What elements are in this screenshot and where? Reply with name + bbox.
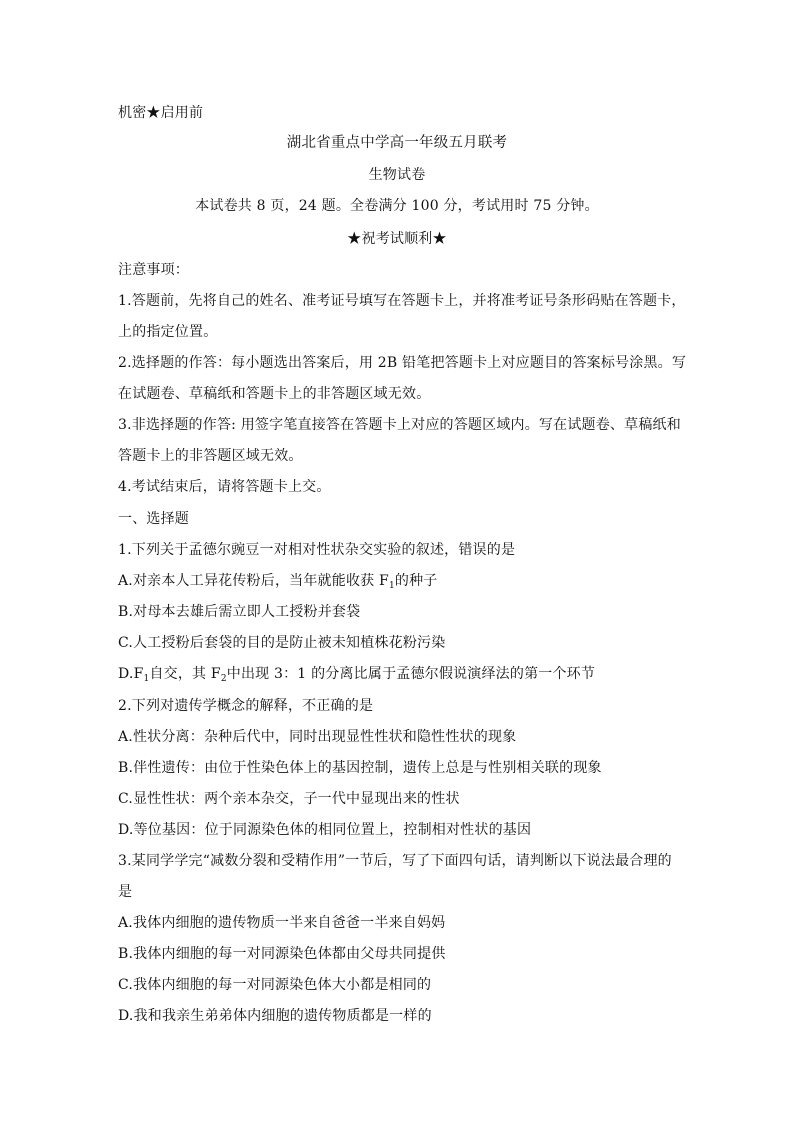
exam-wish: ★祝考试顺利★ bbox=[347, 231, 447, 247]
q3-option-b: B.我体内细胞的每一对同源染色体都由父母共同提供 bbox=[118, 946, 446, 962]
q2-option-a: A.性状分离：杂种后代中，同时出现显性性状和隐性性状的现象 bbox=[118, 729, 517, 745]
q3-option-a: A.我体内细胞的遗传物质一半来自爸爸一半来自妈妈 bbox=[118, 915, 446, 931]
exam-title: 湖北省重点中学高一年级五月联考 bbox=[286, 135, 508, 151]
q3-option-d: D.我和我亲生弟弟体内细胞的遗传物质都是一样的 bbox=[118, 1008, 432, 1024]
q3-option-c: C.我体内细胞的每一对同源染色体大小都是相同的 bbox=[118, 977, 432, 993]
note-3-line-2: 答题卡上的非答题区域无效。 bbox=[118, 448, 303, 464]
note-3-line-1: 3.非选择题的作答: 用签字笔直接答在答题卡上对应的答题区域内。写在试题卷、草稿纸和 bbox=[118, 417, 681, 433]
q1-option-d-subscript-2: 2 bbox=[220, 674, 227, 684]
q1-option-d-text-end: 中出现 3：1 的分离比属于孟德尔假说演绎法的第一个环节 bbox=[226, 666, 596, 682]
q1-option-c: C.人工授粉后套袋的目的是防止被未知植株花粉污染 bbox=[118, 635, 446, 651]
q1-option-a bbox=[118, 572, 437, 590]
q1-option-a-text: A.对亲本人工异花传粉后，当年就能收获 F bbox=[118, 573, 389, 589]
note-1-line-2: 上的指定位置。 bbox=[118, 324, 218, 340]
q2-option-d: D.等位基因：位于同源染色体的相同位置上，控制相对性状的基因 bbox=[118, 822, 532, 838]
q1-option-d-text: D.F bbox=[118, 666, 144, 682]
section-title: 一、选择题 bbox=[118, 511, 189, 527]
q1-option-b: B.对母本去雄后需立即人工授粉并套袋 bbox=[118, 604, 361, 620]
q2-option-c: C.显性性状：两个亲本杂交，子一代中显现出来的性状 bbox=[118, 791, 460, 807]
note-1-line-1: 1.答题前，先将自己的姓名、准考证号填写在答题卡上，并将准考证号条形码贴在答题卡， bbox=[118, 293, 686, 309]
q3-stem-line-1: 3.某同学学完“减数分裂和受精作用”一节后，写了下面四句话，请判断以下说法最合理的 bbox=[118, 853, 672, 869]
q3-stem-line-2: 是 bbox=[118, 884, 133, 900]
q2-option-b: B.伴性遗传：由位于性染色体上的基因控制，遗传上总是与性别相关联的现象 bbox=[118, 760, 602, 776]
q1-option-a-subscript: 1 bbox=[388, 581, 395, 591]
exam-subject: 生物试卷 bbox=[368, 167, 426, 183]
confidential-mark: 机密★启用前 bbox=[118, 105, 204, 121]
exam-info: 本试卷共 8 页，24 题。全卷满分 100 分，考试用时 75 分钟。 bbox=[195, 198, 599, 214]
q2-stem: 2.下列对遗传学概念的解释，不正确的是 bbox=[118, 698, 374, 714]
notes-heading: 注意事项： bbox=[118, 262, 189, 278]
q1-option-d-subscript-1: 1 bbox=[143, 674, 150, 684]
q1-option-d-text-mid: 自交，其 F bbox=[149, 666, 221, 682]
q1-option-d bbox=[118, 665, 595, 683]
q1-option-a-text-end: 的种子 bbox=[394, 573, 438, 589]
note-4: 4.考试结束后，请将答题卡上交。 bbox=[118, 479, 331, 495]
note-2-line-2: 在试题卷、草稿纸和答题卡上的非答题区域无效。 bbox=[118, 386, 431, 402]
q1-stem: 1.下列关于孟德尔豌豆一对相对性状杂交实验的叙述，错误的是 bbox=[118, 542, 516, 558]
note-2-line-1: 2.选择题的作答：每小题选出答案后，用 2B 铅笔把答题卡上对应题目的答案标号涂黑。写 bbox=[118, 355, 687, 371]
